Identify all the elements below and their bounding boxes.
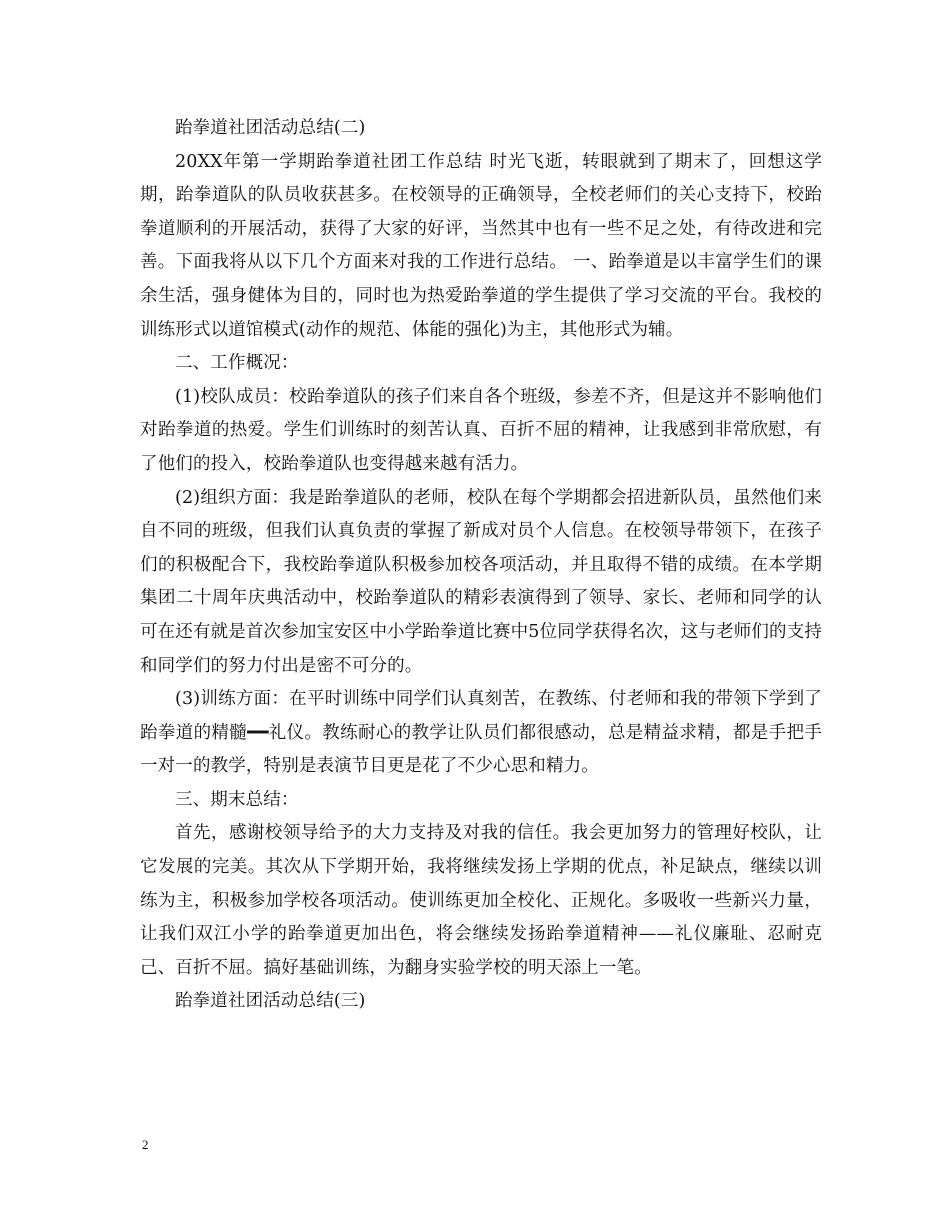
paragraph: (1)校队成员：校跆拳道队的孩子们来自各个班级，参差不齐，但是这并不影响他们对跆拳道的热爱。学生们训练时的刻苦认真、百折不屈的精神，让我感到非常欣慰，有了他们的投入，校跆拳道队也变得越来越有活力。 [140, 386, 822, 474]
paragraph: 20XX年第一学期跆拳道社团工作总结 时光飞逝，转眼就到了期末了，回想这学期，跆拳道队的队员收获甚多。在校领导的正确领导，全校老师们的关心支持下，校跆拳道顺利的开展活动，获得了大家的好评，当然其中也有一些不足之处，有待改进和完善。下面我将从以下几个方面来对我的工作进行总结。 一、跆拳道是以丰富学生们的课余生活，强身健体为目的，同时也为热爱跆拳道的学生提供了学习交流的平台。我校的训练形式以道馆模式(动作的规范、体能的强化)为主，其他形式为辅。 [140, 151, 822, 340]
document-body [140, 112, 822, 1019]
section-heading: 跆拳道社团活动总结(二) [175, 118, 366, 138]
section-heading: 跆拳道社团活动总结(三) [175, 991, 366, 1012]
paragraph: (2)组织方面：我是跆拳道队的老师，校队在每个学期都会招进新队员，虽然他们来自不同的班级，但我们认真负责的掌握了新成对员个人信息。在校领导带领下，在孩子们的积极配合下，我校跆拳道队积极参加校各项活动，并且取得不错的成绩。在本学期集团二十周年庆典活动中，校跆拳道队的精彩表演得到了领导、家长、老师和同学的认可在还有就是首次参加宝安区中小学跆拳道比赛中5位同学获得名次，这与老师们的支持和同学们的努力付出是密不可分的。 [140, 487, 822, 676]
paragraph: 首先，感谢校领导给予的大力支持及对我的信任。我会更加努力的管理好校队，让它发展的完美。其次从下学期开始，我将继续发扬上学期的优点，补足缺点，继续以训练为主，积极参加学校各项活动。使训练更加全校化、正规化。多吸收一些新兴力量，让我们双江小学的跆拳道更加出色，将会继续发扬跆拳道精神——礼仪廉耻、忍耐克己、百折不屈。搞好基础训练，为翻身实验学校的明天添上一笔。 [140, 823, 822, 978]
page-number: 2 [142, 1137, 149, 1152]
section-heading: 三、期末总结： [175, 789, 299, 810]
section-heading: 二、工作概况： [175, 353, 299, 374]
paragraph: (3)训练方面：在平时训练中同学们认真刻苦，在教练、付老师和我的带领下学到了跆拳道的精髓━━礼仪。教练耐心的教学让队员们都很感动，总是精益求精，都是手把手一对一的教学，特别是表演节目更是花了不少心思和精力。 [140, 689, 822, 777]
